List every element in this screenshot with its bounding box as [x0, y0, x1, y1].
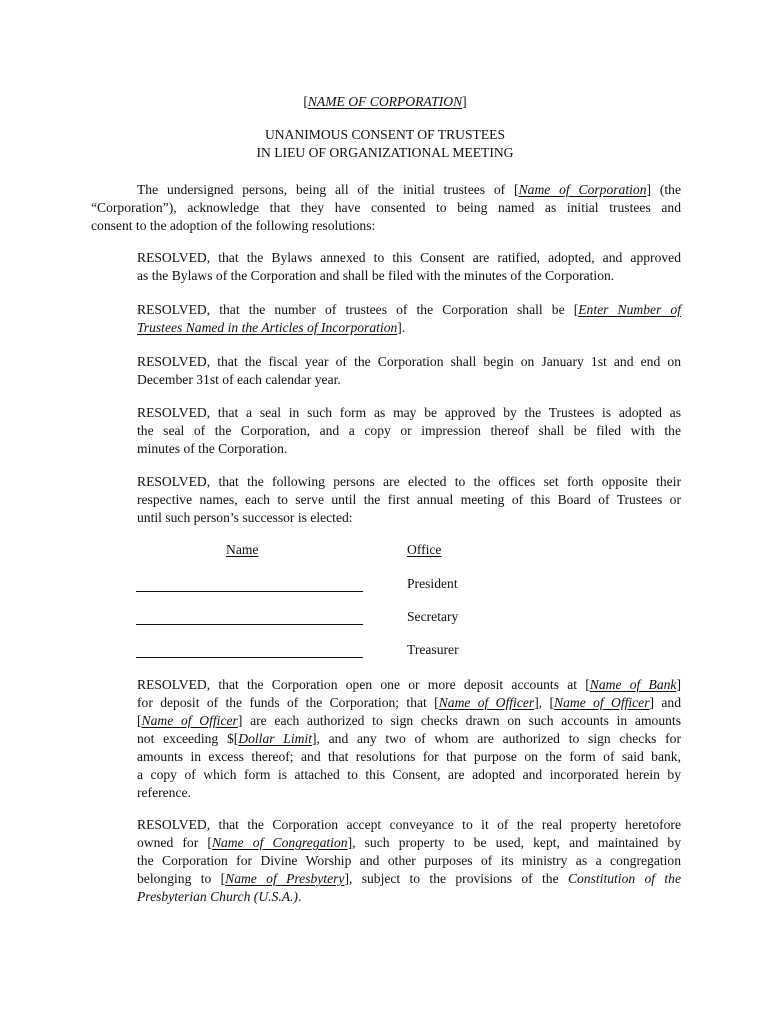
corporation-placeholder: NAME OF CORPORATION	[307, 94, 463, 109]
placeholder-name-of-officer-3: Name of Officer	[141, 713, 238, 728]
placeholder-name-of-bank: Name of Bank	[589, 677, 677, 692]
office-treasurer: Treasurer	[407, 642, 459, 657]
intro-paragraph: The undersigned persons, being all of the initial trustees of [Name of Corporation] (the “Corporation”), acknowledge that they have consented to being named as initial trustees and consent to the adoption of the following resolutions:	[91, 182, 681, 233]
title-line-2: IN LIEU OF ORGANIZATIONAL MEETING	[256, 145, 514, 160]
resolution-officers: RESOLVED, that the following persons are elected to the offices set forth opposite their respective names, each to serve until the first annual meeting of this Board of Trustees or until such person’s successor is elected:	[137, 474, 681, 525]
resolution-bylaws: RESOLVED, that the Bylaws annexed to this Consent are ratified, adopted, and approved as the Bylaws of the Corporation and shall be filed with the minutes of the Corporation.	[137, 250, 681, 283]
resolution-deposit-accounts: RESOLVED, that the Corporation open one or more deposit accounts at [Name of Bank] for deposit of the funds of the Corporation; that [Name of Officer], [Name of Officer] and [Name of Officer] are each authorized to sign checks drawn on such accounts in amounts not exceeding $[Dollar Limit], and any two of whom are authorized to sign checks for amounts in excess thereof; and that resolutions for that purpose on the form of said bank, a copy of which form is attached to this Consent, are adopted and incorporated herein by reference.	[137, 677, 682, 800]
resolution-fiscal-year: RESOLVED, that the fiscal year of the Corporation shall begin on January 1st and end on December 31st of each calendar year.	[137, 354, 681, 387]
placeholder-name-of-officer-2: Name of Officer	[554, 695, 650, 710]
resolution-number-of-trustees: RESOLVED, that the number of trustees of the Corporation shall be [Enter Number of Trustees Named in the Articles of Incorporation].	[137, 302, 682, 335]
signature-line-president[interactable]	[136, 591, 363, 592]
title-line-1: UNANIMOUS CONSENT OF TRUSTEES	[264, 127, 506, 142]
office-president: President	[407, 576, 458, 591]
corporation-name-header: [NAME OF CORPORATION]	[303, 94, 467, 109]
office-column-header: Office	[407, 542, 442, 557]
placeholder-trustees-named: Trustees Named in the Articles of Incorporation	[137, 320, 398, 335]
placeholder-name-of-officer-1: Name of Officer	[438, 695, 535, 710]
placeholder-dollar-limit: Dollar Limit	[238, 731, 312, 746]
resolution-seal: RESOLVED, that a seal in such form as may be approved by the Trustees is adopted as the seal of the Corporation, and a copy or impression thereof shall be filed with the minutes of the Corporation.	[137, 405, 681, 456]
signature-line-treasurer[interactable]	[136, 657, 363, 658]
placeholder-number-of-trustees: Enter Number of	[578, 302, 682, 317]
placeholder-name-of-corporation: Name of Corporation	[518, 182, 647, 197]
placeholder-name-of-congregation: Name of Congregation	[211, 835, 348, 850]
office-secretary: Secretary	[407, 609, 459, 624]
resolution-real-property: RESOLVED, that the Corporation accept conveyance to it of the real property heretofore owned for [Name of Congregation], such property to be used, kept, and maintained by the Corporation for Divine Worship and other purposes of its ministry as a congregation belonging to [Name of Presbytery], subject to the provisions of the Constitution of the Presbyterian Church (U.S.A.).	[137, 817, 681, 904]
placeholder-name-of-presbytery: Name of Presbytery	[225, 871, 345, 886]
signature-line-secretary[interactable]	[136, 624, 363, 625]
name-column-header: Name	[226, 542, 259, 557]
